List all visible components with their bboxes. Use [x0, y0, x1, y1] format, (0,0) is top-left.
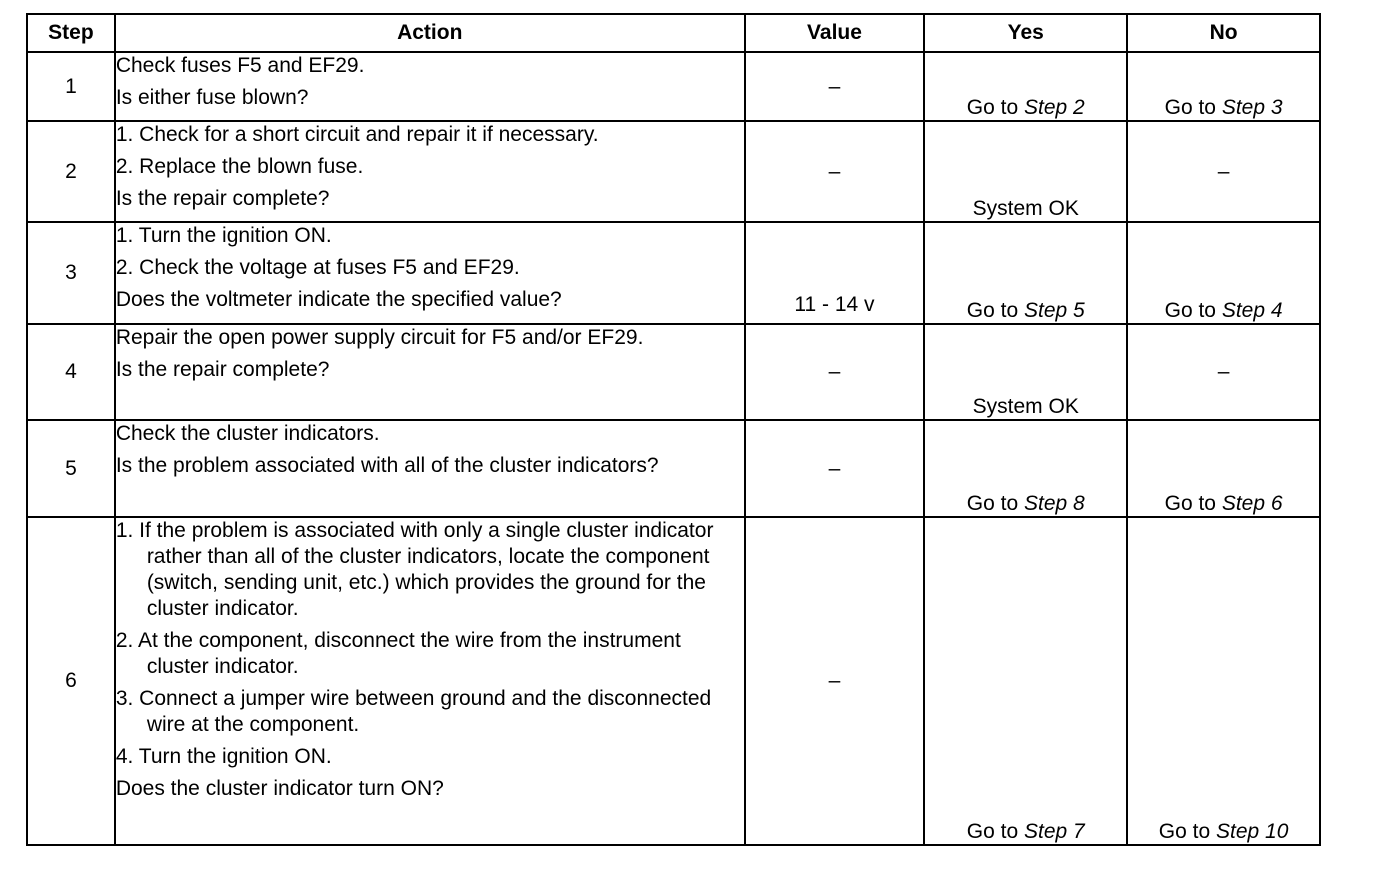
value-cell: – — [745, 324, 925, 420]
goto-step-link: Step 8 — [1023, 492, 1085, 515]
action-question: Does the voltmeter indicate the specified value? — [115, 288, 562, 311]
action-line: Repair the open power supply circuit for F5 and/or EF29. — [115, 326, 644, 349]
action-question: Does the cluster indicator turn ON? — [115, 777, 444, 800]
goto-prefix: Go to — [1164, 96, 1222, 119]
action-cell — [115, 324, 745, 420]
yes-cell — [924, 52, 1127, 121]
action-cell — [115, 52, 745, 121]
goto-prefix: Go to — [1164, 492, 1222, 515]
step-number: 3 — [27, 222, 115, 324]
header-yes: Yes — [924, 14, 1127, 52]
action-cell — [115, 420, 745, 517]
value-cell: – — [745, 52, 925, 121]
goto-prefix: Go to — [1158, 820, 1216, 843]
action-question: Is the problem associated with all of the cluster indicators? — [115, 454, 659, 477]
header-no: No — [1127, 14, 1320, 52]
no-cell: – — [1127, 324, 1320, 420]
no-cell — [1127, 517, 1320, 845]
action-line: 2. At the component, disconnect the wire from the instrument cluster indicator. — [115, 629, 681, 678]
value-cell: – — [745, 121, 925, 222]
no-cell: – — [1127, 121, 1320, 222]
action-line: Check the cluster indicators. — [115, 422, 380, 445]
no-cell — [1127, 420, 1320, 517]
action-line: 3. Connect a jumper wire between ground and the disconnected wire at the component. — [115, 687, 712, 736]
step-number: 5 — [27, 420, 115, 517]
goto-prefix: Go to — [966, 96, 1024, 119]
yes-cell — [924, 420, 1127, 517]
goto-step-link: Step 7 — [1023, 820, 1085, 843]
value-cell: 11 - 14 v — [745, 222, 925, 324]
goto-prefix: Go to — [966, 492, 1024, 515]
goto-prefix: Go to — [1164, 299, 1222, 322]
action-line: 2. Replace the blown fuse. — [115, 155, 364, 178]
action-line: Check fuses F5 and EF29. — [115, 54, 365, 77]
goto-step-link: Step 10 — [1215, 820, 1289, 843]
table-row — [27, 121, 1320, 222]
header-row — [27, 14, 1320, 52]
goto-step-link: Step 2 — [1023, 96, 1085, 119]
header-step: Step — [27, 14, 115, 52]
table-row — [27, 420, 1320, 517]
step-number: 1 — [27, 52, 115, 121]
diagnostic-table — [26, 13, 1321, 846]
goto-prefix: Go to — [966, 820, 1024, 843]
table-row — [27, 324, 1320, 420]
header-action: Action — [115, 14, 745, 52]
value-cell: – — [745, 517, 925, 845]
no-cell — [1127, 52, 1320, 121]
step-number: 6 — [27, 517, 115, 845]
step-number: 2 — [27, 121, 115, 222]
goto-prefix: Go to — [966, 299, 1024, 322]
step-number: 4 — [27, 324, 115, 420]
action-line: 1. If the problem is associated with only a single cluster indicator rather than all of the cluster indicators, locate the component (switch, sending unit, etc.) which provides the ground for the cluster indicator. — [115, 519, 714, 620]
no-cell — [1127, 222, 1320, 324]
header-value: Value — [745, 14, 925, 52]
action-question: Is either fuse blown? — [115, 86, 309, 109]
action-cell — [115, 517, 745, 845]
action-cell — [115, 222, 745, 324]
action-question: Is the repair complete? — [115, 187, 330, 210]
goto-step-link: Step 6 — [1221, 492, 1283, 515]
goto-step-link: Step 4 — [1221, 299, 1283, 322]
yes-cell: System OK — [924, 324, 1127, 420]
table-row — [27, 52, 1320, 121]
action-line: 4. Turn the ignition ON. — [115, 745, 332, 768]
table-row — [27, 222, 1320, 324]
yes-cell — [924, 222, 1127, 324]
action-line: 1. Turn the ignition ON. — [115, 224, 332, 247]
value-cell: – — [745, 420, 925, 517]
yes-cell — [924, 517, 1127, 845]
action-cell — [115, 121, 745, 222]
action-line: 1. Check for a short circuit and repair it if necessary. — [115, 123, 599, 146]
action-line: 2. Check the voltage at fuses F5 and EF29. — [115, 256, 520, 279]
yes-cell: System OK — [924, 121, 1127, 222]
table-row — [27, 517, 1320, 845]
goto-step-link: Step 5 — [1023, 299, 1085, 322]
goto-step-link: Step 3 — [1221, 96, 1283, 119]
action-question: Is the repair complete? — [115, 358, 330, 381]
